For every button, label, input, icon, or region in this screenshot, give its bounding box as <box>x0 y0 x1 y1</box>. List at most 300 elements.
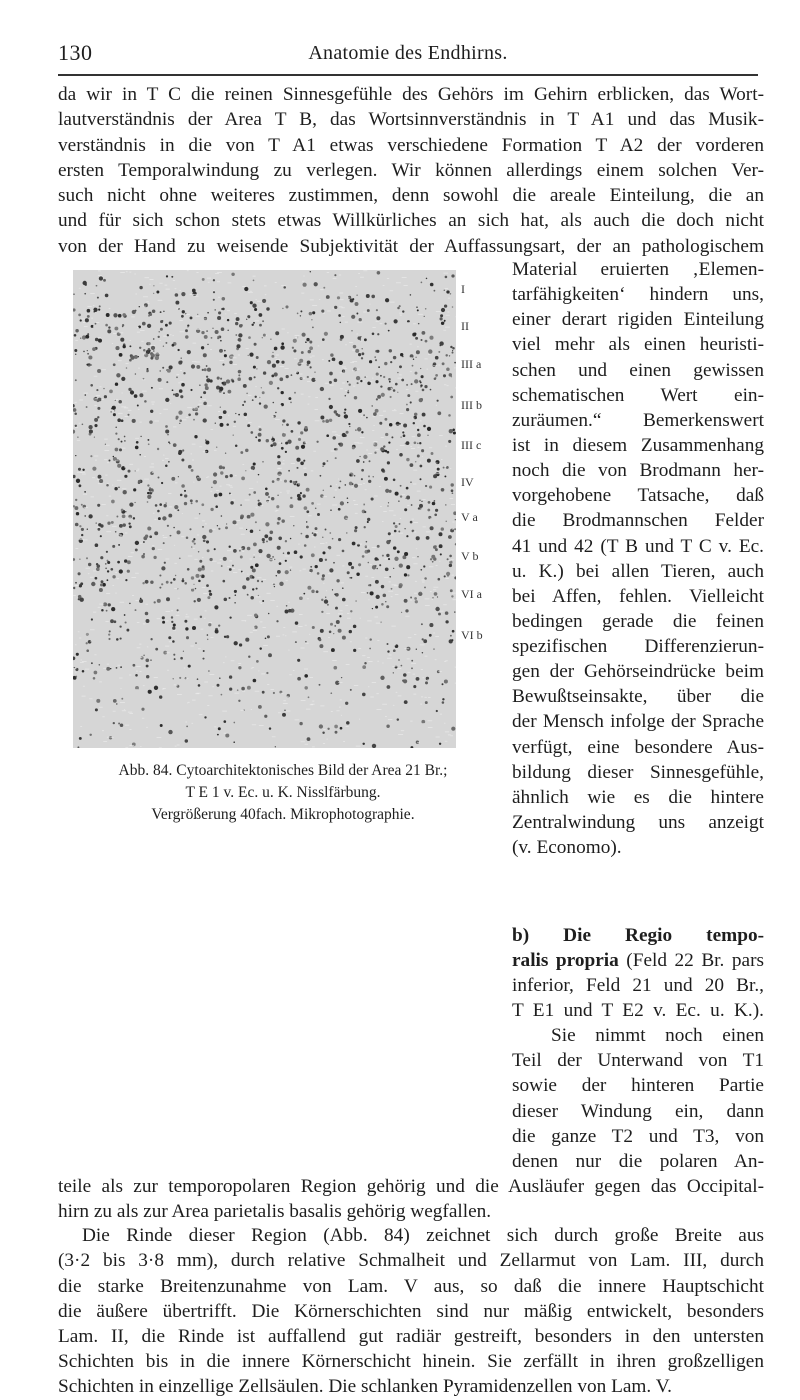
cell-speck <box>207 634 209 636</box>
cell-speck <box>421 449 424 452</box>
cell-speck <box>281 519 284 522</box>
cell-speck <box>157 448 159 450</box>
cell-speck <box>236 317 240 321</box>
highlight-speck <box>377 640 379 641</box>
cell-speck <box>414 597 417 600</box>
cell-speck <box>413 359 414 360</box>
highlight-speck <box>207 705 209 706</box>
highlight-speck <box>128 518 132 519</box>
highlight-speck <box>252 667 254 668</box>
cell-speck <box>154 601 156 603</box>
cell-speck <box>282 433 286 437</box>
cell-speck <box>377 333 379 335</box>
cell-speck <box>309 312 313 316</box>
cell-speck <box>276 505 279 508</box>
cell-speck <box>214 605 218 609</box>
cell-speck <box>262 299 266 303</box>
highlight-speck <box>109 496 111 497</box>
highlight-speck <box>130 340 131 341</box>
cell-speck <box>194 435 197 438</box>
cell-speck <box>404 599 408 603</box>
cell-speck <box>267 635 270 638</box>
cell-speck <box>126 629 129 632</box>
highlight-speck <box>391 626 395 627</box>
cell-speck <box>453 431 456 434</box>
cell-speck <box>94 437 95 438</box>
highlight-speck <box>140 330 145 331</box>
cell-speck <box>426 278 428 280</box>
cell-speck <box>246 529 247 530</box>
cell-speck <box>223 720 226 723</box>
highlight-speck <box>396 692 398 693</box>
cell-speck <box>277 455 280 458</box>
cell-speck <box>337 296 340 299</box>
cell-speck <box>436 710 438 712</box>
cell-speck <box>166 597 170 601</box>
highlight-speck <box>93 305 94 306</box>
cell-speck <box>383 594 387 598</box>
highlight-speck <box>125 533 127 534</box>
cell-speck <box>169 322 172 325</box>
cell-speck <box>319 684 321 686</box>
cell-speck <box>419 504 423 508</box>
cell-speck <box>450 589 453 592</box>
cell-speck <box>360 380 362 382</box>
cell-speck <box>322 574 325 577</box>
highlight-speck <box>312 747 315 748</box>
cell-speck <box>165 324 168 327</box>
cell-speck <box>109 630 111 632</box>
cell-speck <box>334 306 337 309</box>
cell-speck <box>361 431 363 433</box>
cell-speck <box>143 349 146 352</box>
cell-speck <box>229 568 232 571</box>
cell-speck <box>87 350 88 351</box>
highlight-speck <box>445 578 449 579</box>
highlight-speck <box>284 433 286 434</box>
cell-speck <box>354 396 357 399</box>
cell-speck <box>348 383 350 385</box>
highlight-speck <box>118 665 121 666</box>
cell-speck <box>158 477 160 479</box>
cell-speck <box>199 384 201 386</box>
cell-speck <box>275 331 279 335</box>
cell-speck <box>162 616 165 619</box>
highlight-speck <box>410 344 412 345</box>
cell-speck <box>377 271 381 275</box>
highlight-speck <box>295 372 298 373</box>
cell-speck <box>178 450 182 454</box>
cell-speck <box>150 580 153 583</box>
highlight-speck <box>89 698 92 699</box>
cell-speck <box>306 526 309 529</box>
cell-speck <box>262 461 264 463</box>
highlight-speck <box>197 535 199 536</box>
cell-speck <box>203 353 207 357</box>
cell-speck <box>348 423 350 425</box>
highlight-speck <box>233 524 238 525</box>
highlight-speck <box>246 348 249 349</box>
cell-speck <box>352 446 355 449</box>
highlight-speck <box>399 313 402 314</box>
cell-speck <box>91 662 93 664</box>
highlight-speck <box>79 423 81 424</box>
cell-speck <box>85 335 89 339</box>
cell-speck <box>415 372 418 375</box>
cell-speck <box>209 593 212 596</box>
cell-speck <box>232 565 234 567</box>
highlight-speck <box>137 332 140 333</box>
highlight-speck <box>304 669 308 670</box>
cell-speck <box>446 572 450 576</box>
highlight-speck <box>448 735 451 736</box>
highlight-speck <box>75 672 76 673</box>
cell-speck <box>128 522 130 524</box>
highlight-speck <box>285 368 289 369</box>
highlight-speck <box>303 468 306 469</box>
cell-speck <box>175 293 179 297</box>
cell-speck <box>358 409 362 413</box>
highlight-speck <box>149 284 150 285</box>
highlight-speck <box>267 684 269 685</box>
highlight-speck <box>140 746 141 747</box>
highlight-speck <box>394 409 395 410</box>
cell-speck <box>187 326 189 328</box>
highlight-speck <box>206 477 208 478</box>
cell-speck <box>138 356 139 357</box>
highlight-speck <box>435 636 439 637</box>
highlight-speck <box>298 626 303 627</box>
text-line: schen und einen gewissen <box>512 359 764 381</box>
cell-speck <box>349 474 351 476</box>
highlight-speck <box>241 534 245 535</box>
cell-speck <box>398 531 400 533</box>
cell-speck <box>230 501 233 504</box>
cell-speck <box>452 306 454 308</box>
highlight-speck <box>450 498 454 499</box>
cell-speck <box>235 445 238 448</box>
highlight-speck <box>376 321 380 322</box>
highlight-speck <box>421 697 423 698</box>
cell-speck <box>268 653 272 657</box>
cell-speck <box>108 633 110 635</box>
highlight-speck <box>420 421 422 422</box>
cell-speck <box>113 699 117 703</box>
highlight-speck <box>417 346 419 347</box>
highlight-speck <box>182 513 183 514</box>
cell-speck <box>376 373 379 376</box>
highlight-speck <box>256 597 261 598</box>
highlight-speck <box>374 617 378 618</box>
highlight-speck <box>428 679 429 680</box>
cell-speck <box>384 362 387 365</box>
highlight-speck <box>137 622 140 623</box>
highlight-speck <box>261 603 263 604</box>
cell-speck <box>403 673 407 677</box>
text-line: Teil der Unterwand von T1 <box>512 1050 764 1072</box>
cell-speck <box>348 562 352 566</box>
cell-speck <box>317 572 320 575</box>
highlight-speck <box>363 483 365 484</box>
cell-speck <box>371 405 372 406</box>
cell-speck <box>178 476 179 477</box>
cell-speck <box>126 367 128 369</box>
highlight-speck <box>247 574 248 575</box>
cell-speck <box>308 350 312 354</box>
cell-speck <box>376 595 380 599</box>
cell-speck <box>437 596 438 597</box>
cell-speck <box>386 725 389 728</box>
cell-speck <box>222 297 226 301</box>
highlight-speck <box>104 439 108 440</box>
highlight-speck <box>374 496 378 497</box>
text-line: zuräumen.“ Bemerkenswert <box>512 409 764 431</box>
cell-speck <box>198 551 199 552</box>
highlight-speck <box>204 682 208 683</box>
cell-speck <box>111 607 115 611</box>
highlight-speck <box>205 524 207 525</box>
highlight-speck <box>229 561 232 562</box>
cell-speck <box>353 649 356 652</box>
cell-speck <box>385 601 386 602</box>
cell-speck <box>139 599 143 603</box>
cell-speck <box>147 501 149 503</box>
cell-speck <box>277 478 280 481</box>
cell-speck <box>385 298 389 302</box>
highlight-speck <box>248 395 252 396</box>
cell-speck <box>145 580 149 584</box>
highlight-speck <box>165 285 168 286</box>
cell-speck <box>89 734 91 736</box>
text-line: Material eruierten ‚Elemen- <box>512 259 764 281</box>
cell-speck <box>235 322 238 325</box>
cell-speck <box>321 577 324 580</box>
highlight-speck <box>372 378 373 379</box>
cell-speck <box>176 416 179 419</box>
cell-speck <box>147 324 151 328</box>
cell-speck <box>433 474 437 478</box>
cell-speck <box>429 486 432 489</box>
highlight-speck <box>389 428 391 429</box>
cell-speck <box>147 342 150 345</box>
cell-speck <box>362 555 365 558</box>
highlight-speck <box>105 621 108 622</box>
cell-speck <box>361 469 364 472</box>
cell-speck <box>349 630 352 633</box>
highlight-speck <box>163 537 167 538</box>
cell-speck <box>290 402 292 404</box>
cell-speck <box>141 708 144 711</box>
highlight-speck <box>308 515 312 516</box>
cell-speck <box>252 576 255 579</box>
cell-speck <box>434 592 438 596</box>
highlight-speck <box>151 464 154 465</box>
highlight-speck <box>325 383 329 384</box>
highlight-speck <box>98 271 101 272</box>
cell-speck <box>401 379 404 382</box>
cell-speck <box>369 360 372 363</box>
cell-speck <box>277 546 281 550</box>
cell-speck <box>175 393 179 397</box>
cell-speck <box>339 361 343 365</box>
cell-speck <box>268 537 272 541</box>
cell-speck <box>117 464 121 468</box>
highlight-speck <box>416 548 417 549</box>
highlight-speck <box>289 674 292 675</box>
highlight-speck <box>101 399 104 400</box>
layer-label: II <box>461 319 469 333</box>
cell-speck <box>254 376 256 378</box>
highlight-speck <box>202 521 205 522</box>
cell-speck <box>174 505 178 509</box>
highlight-speck <box>75 340 78 341</box>
cell-speck <box>387 451 390 454</box>
highlight-speck <box>80 726 82 727</box>
cell-speck <box>386 554 389 557</box>
cell-speck <box>96 699 100 703</box>
highlight-speck <box>126 363 129 364</box>
highlight-speck <box>222 711 227 712</box>
highlight-speck <box>97 479 100 480</box>
cell-speck <box>142 322 146 326</box>
highlight-speck <box>275 419 280 420</box>
cell-speck <box>306 521 307 522</box>
text-line: Schichten bis in die innere Körnerschicht hinein. Sie zerfällt in ihren großzelligen <box>58 1350 764 1372</box>
cell-speck <box>91 364 92 365</box>
cell-speck <box>321 310 324 313</box>
cell-speck <box>205 439 206 440</box>
highlight-speck <box>270 600 275 601</box>
cell-speck <box>394 557 398 561</box>
cell-speck <box>125 621 127 623</box>
cell-speck <box>375 606 378 609</box>
cell-speck <box>150 659 152 661</box>
highlight-speck <box>283 460 284 461</box>
cell-speck <box>87 529 88 530</box>
highlight-speck <box>137 327 139 328</box>
cell-speck <box>427 509 430 512</box>
cell-speck <box>422 638 424 640</box>
cell-speck <box>210 379 213 382</box>
cell-speck <box>127 570 130 573</box>
cell-speck <box>388 441 390 443</box>
highlight-speck <box>86 568 91 569</box>
cell-speck <box>439 544 443 548</box>
highlight-speck <box>177 308 179 309</box>
cell-speck <box>425 340 428 343</box>
highlight-speck <box>308 396 310 397</box>
cell-speck <box>98 475 102 479</box>
cell-speck <box>388 502 389 503</box>
cell-speck <box>439 532 443 536</box>
highlight-speck <box>418 447 420 448</box>
highlight-speck <box>177 745 180 746</box>
cell-speck <box>353 345 356 348</box>
cell-speck <box>97 297 99 299</box>
text-line: vorgehobene Tatsache, daß <box>512 485 764 507</box>
highlight-speck <box>396 522 398 523</box>
cell-speck <box>330 692 332 694</box>
highlight-speck <box>142 718 144 719</box>
highlight-speck <box>346 664 350 665</box>
cell-speck <box>267 360 271 364</box>
cell-speck <box>158 517 161 520</box>
highlight-speck <box>438 671 441 672</box>
section-heading-line <box>512 923 764 949</box>
highlight-speck <box>446 315 450 316</box>
highlight-speck <box>98 275 102 276</box>
highlight-speck <box>239 548 242 549</box>
highlight-speck <box>402 277 407 278</box>
highlight-speck <box>365 489 367 490</box>
cell-speck <box>242 585 246 589</box>
highlight-speck <box>159 747 162 748</box>
cell-speck <box>95 708 98 711</box>
highlight-speck <box>202 557 204 558</box>
highlight-speck <box>203 399 207 400</box>
cell-speck <box>307 586 311 590</box>
highlight-speck <box>192 444 196 445</box>
highlight-speck <box>385 559 389 560</box>
cell-speck <box>117 561 120 564</box>
highlight-speck <box>194 619 198 620</box>
layer-label: VI a <box>461 587 482 601</box>
cell-speck <box>291 430 294 433</box>
highlight-speck <box>176 685 178 686</box>
cell-speck <box>435 460 439 464</box>
highlight-speck <box>410 600 412 601</box>
cell-speck <box>188 465 192 469</box>
highlight-speck <box>118 360 122 361</box>
cell-speck <box>212 328 213 329</box>
cell-speck <box>417 442 419 444</box>
cell-speck <box>268 613 270 615</box>
highlight-speck <box>91 497 95 498</box>
cell-speck <box>181 484 185 488</box>
cell-speck <box>219 677 221 679</box>
cell-speck <box>221 565 223 567</box>
cell-speck <box>226 635 229 638</box>
cell-speck <box>145 535 148 538</box>
highlight-speck <box>78 631 80 632</box>
cell-speck <box>250 566 253 569</box>
highlight-speck <box>429 566 433 567</box>
highlight-speck <box>338 479 339 480</box>
cell-speck <box>180 657 183 660</box>
cell-speck <box>80 338 81 339</box>
cell-speck <box>88 514 92 518</box>
cell-speck <box>335 457 337 459</box>
cell-speck <box>352 542 356 546</box>
highlight-speck <box>398 696 402 697</box>
cell-speck <box>279 582 283 586</box>
cell-speck <box>307 376 309 378</box>
cell-speck <box>253 679 257 683</box>
cell-speck <box>223 392 225 394</box>
highlight-speck <box>262 579 266 580</box>
cell-speck <box>347 381 349 383</box>
highlight-speck <box>257 301 262 302</box>
cell-speck <box>376 568 378 570</box>
cell-speck <box>138 480 141 483</box>
cell-speck <box>222 364 224 366</box>
cell-speck <box>299 359 303 363</box>
highlight-speck <box>376 623 380 624</box>
cell-speck <box>277 570 281 574</box>
highlight-speck <box>147 647 148 648</box>
cell-speck <box>240 504 242 506</box>
highlight-speck <box>413 563 417 564</box>
